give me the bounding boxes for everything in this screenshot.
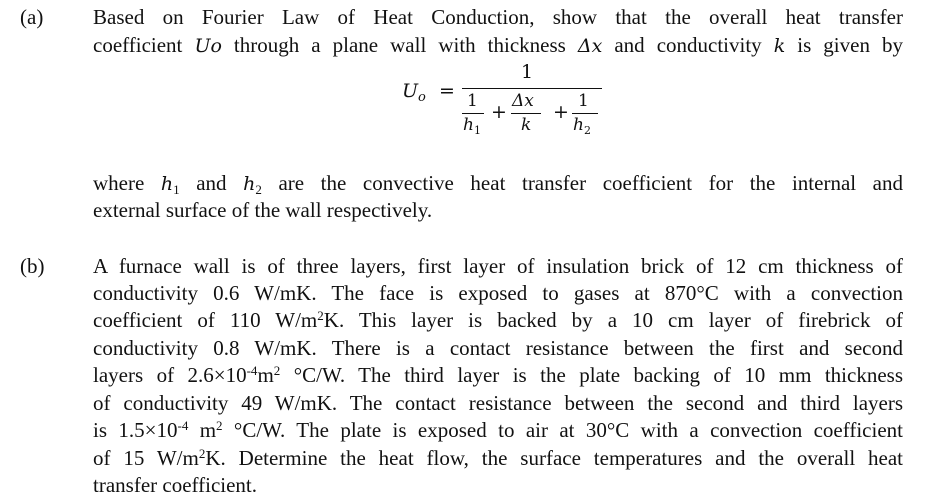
superscript: 2	[198, 446, 206, 461]
text: coefficient	[93, 33, 195, 57]
eq-term1-subscript: 1	[474, 124, 481, 137]
math-h2: h	[243, 173, 256, 195]
math-h2-subscript: 2	[255, 182, 262, 197]
part-a-line-2	[93, 33, 903, 58]
superscript: 2	[216, 418, 223, 433]
text: and	[179, 171, 244, 195]
part-b-line-4: conductivity 0.8 W/mK. There is a contact resistance between the first and second	[93, 336, 903, 360]
part-a-line-1: Based on Fourier Law of Heat Conduction, show that the overall heat transfer	[93, 5, 903, 29]
text: m	[257, 363, 274, 387]
eq-plus-1: +	[491, 101, 507, 123]
eq-term2-denominator: k	[521, 115, 532, 135]
text: are the convective heat transfer coefficient for the internal and	[261, 171, 903, 195]
part-b-line-6: of conductivity 49 W/mK. The contact resistance between the second and third layers	[93, 391, 903, 415]
eq-term1-numerator: 1	[467, 91, 478, 111]
text: °C/W. The plate is exposed to air at 30°C with a convection coefficient	[222, 418, 903, 442]
part-b-line-8	[93, 446, 903, 470]
text: layers of 2.6×10	[93, 363, 247, 387]
part-a-label: (a)	[20, 5, 44, 29]
math-delta-x: Δx	[577, 35, 603, 57]
eq-term3-subscript: 2	[584, 124, 591, 137]
text: where	[93, 171, 161, 195]
part-b-line-1: A furnace wall is of three layers, first layer of insulation brick of 12 cm thickness of	[93, 254, 903, 278]
text: is given by	[785, 33, 903, 57]
part-b-line-7	[93, 418, 903, 442]
text: K. Determine the heat flow, the surface temperatures and the overall heat	[205, 446, 903, 470]
eq-equals: =	[439, 80, 455, 102]
part-b-label: (b)	[20, 254, 45, 278]
eq-term3-numerator: 1	[578, 91, 589, 111]
math-h1-subscript: 1	[173, 182, 180, 197]
part-b-line-9: transfer coefficient.	[93, 473, 258, 497]
math-uo: Uo	[194, 35, 222, 57]
text: is 1.5×10	[93, 418, 178, 442]
eq-term1-denominator: h	[463, 115, 474, 135]
text: through a plane wall with thickness	[221, 33, 578, 57]
eq-term2-numerator: Δx	[512, 91, 534, 111]
eq-plus-2: +	[553, 101, 569, 123]
text: of 15 W/m	[93, 446, 199, 470]
eq-term3-denominator: h	[573, 115, 584, 135]
math-h1: h	[160, 173, 174, 195]
eq-numerator: 1	[521, 61, 534, 83]
superscript: 2	[317, 308, 324, 323]
text: °C/W. The third layer is the plate backing of 10 mm thickness	[280, 363, 903, 387]
superscript: 2	[273, 363, 281, 378]
superscript: -4	[246, 363, 258, 378]
text: K. This layer is backed by a 10 cm layer of firebrick of	[323, 308, 904, 332]
eq-lhs-u: U	[402, 80, 419, 102]
part-b-line-2: conductivity 0.6 W/mK. The face is exposed to gases at 870°C with a convection	[93, 281, 903, 305]
superscript: -4	[177, 418, 189, 433]
eq-main-fraction-bar	[462, 88, 602, 89]
eq-lhs-subscript: o	[418, 90, 426, 105]
text: m	[188, 418, 217, 442]
part-b-line-5	[93, 363, 903, 387]
text: and conductivity	[602, 33, 774, 57]
text: coefficient of 110 W/m	[93, 308, 318, 332]
math-k: k	[773, 35, 786, 57]
part-a-where-line-2: external surface of the wall respectively.	[93, 198, 433, 222]
part-b-line-3	[93, 308, 903, 332]
